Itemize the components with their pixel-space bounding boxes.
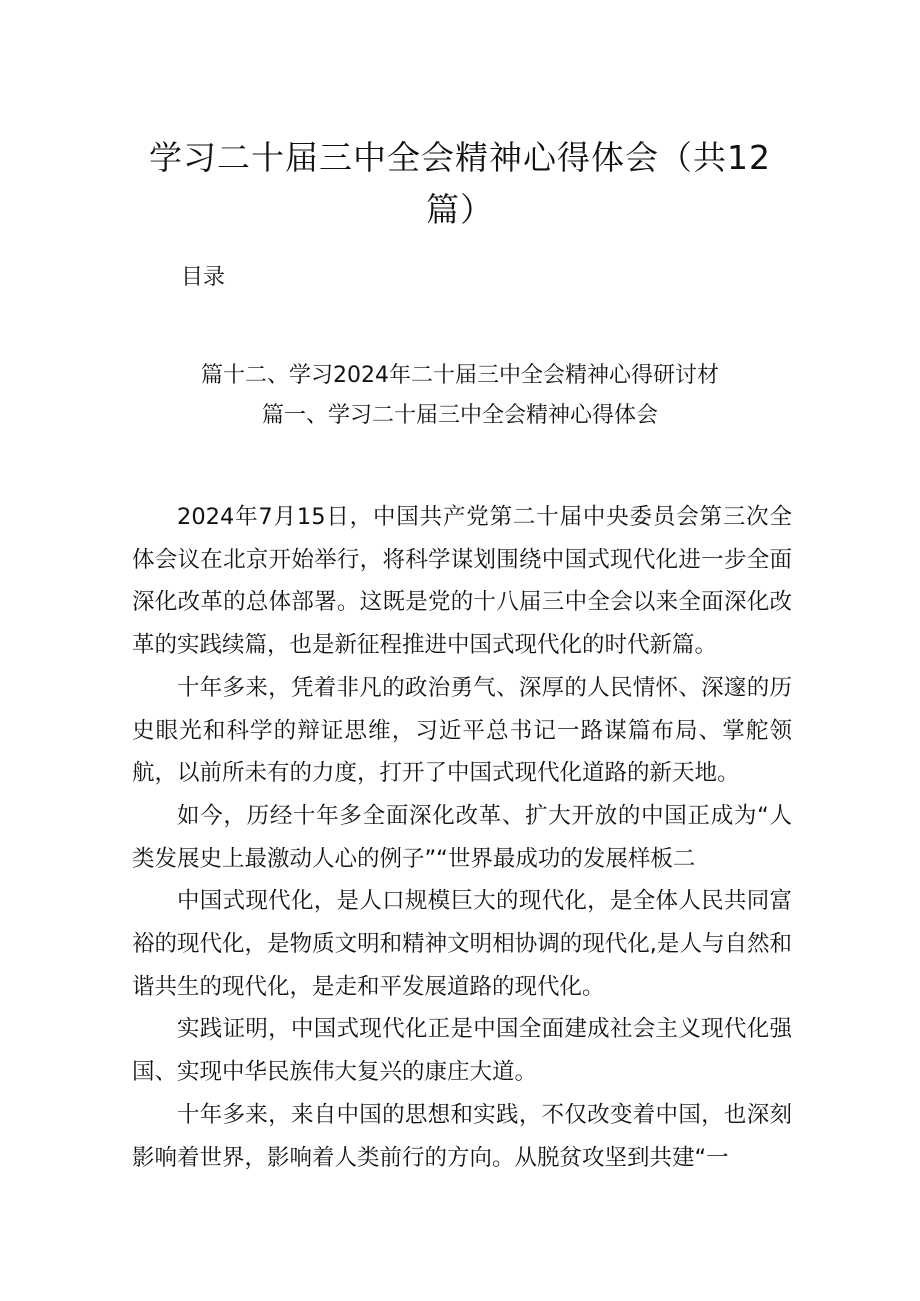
paragraph-3: 如今，历经十年多全面深化改革、扩大开放的中国正成为“人类发展史上最激动人心的例子”“世界最成功的发展样板二: [132, 802, 792, 872]
paragraph-2: 十年多来，凭着非凡的政治勇气、深厚的人民情怀、深邃的历史眼光和科学的辩证思维，习近平总书记一路谋篇布局、掌舵领航，以前所未有的力度，打开了中国式现代化道路的新天地。: [132, 674, 792, 787]
toc-heading: 目录: [181, 265, 226, 290]
title-line-2: 篇）: [426, 190, 494, 229]
paragraph-4: 中国式现代化，是人口规模巨大的现代化，是全体人民共同富裕的现代化，是物质文明和精神文明相协调的现代化,是人与自然和谐共生的现代化，是走和平发展道路的现代化。: [132, 888, 792, 1000]
article-body: [132, 496, 792, 1179]
paragraph-5: 实践证明，中国式现代化正是中国全面建成社会主义现代化强国、实现中华民族伟大复兴的康庄大道。: [132, 1016, 792, 1086]
toc-item-1[interactable]: 篇一、学习二十届三中全会精神心得体会: [261, 403, 658, 428]
toc-item-12[interactable]: 篇十二、学习2024年二十届三中全会精神心得研讨材: [201, 363, 719, 388]
paragraph-1: 2024年7月15日，中国共产党第二十届中央委员会第三次全体会议在北京开始举行，将科学谋划围绕中国式现代化进一步全面深化改革的总体部署。这既是党的十八届三中全会以来全面深化改革的实践续篇，也是新征程推进中国式现代化的时代新篇。: [132, 504, 792, 659]
document-title: [140, 132, 780, 236]
table-of-contents: [100, 356, 820, 436]
paragraph-6: 十年多来，来自中国的思想和实践，不仅改变着中国，也深刻影响着世界，影响着人类前行的方向。从脱贫攻坚到共建“一: [132, 1101, 792, 1171]
title-line-1: 学习二十届三中全会精神心得体会（共12: [149, 138, 771, 177]
